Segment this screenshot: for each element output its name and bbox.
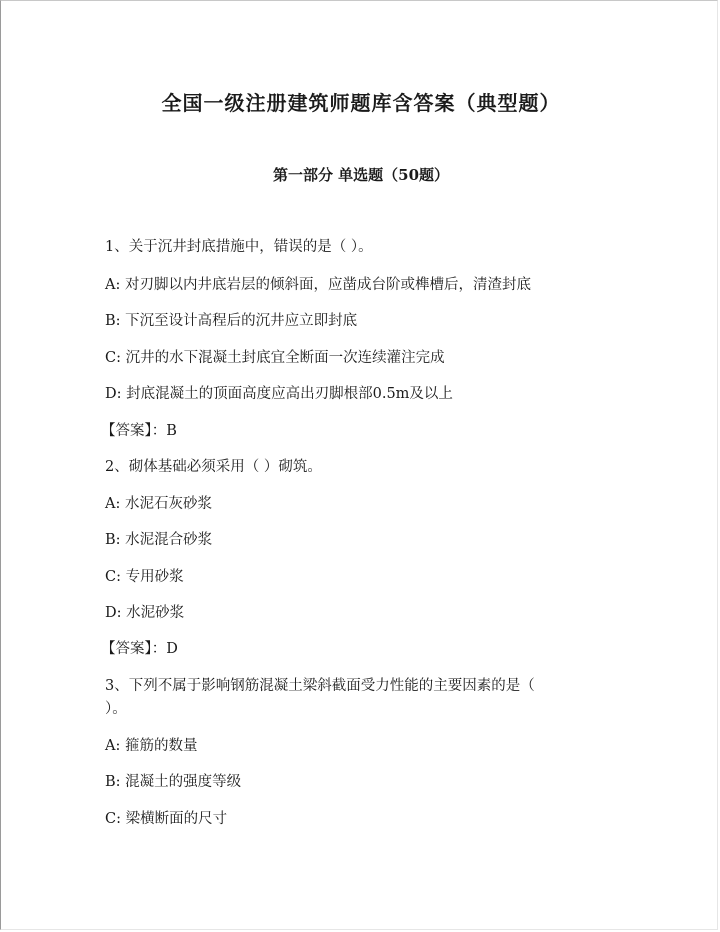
answer-label: 【答案】： xyxy=(101,641,167,657)
question-3-option-c: C: 梁横断面的尺寸 xyxy=(105,811,228,827)
question-2-option-a: A: 水泥石灰砂浆 xyxy=(105,496,212,512)
question-2-option-c: C: 专用砂浆 xyxy=(105,569,184,585)
question-1-option-b: B: 下沉至设计高程后的沉井应立即封底 xyxy=(105,313,358,329)
question-2-option-b: B: 水泥混合砂浆 xyxy=(105,532,213,548)
question-3-option-b: B: 混凝土的强度等级 xyxy=(105,774,242,790)
question-1-option-a: A: 对刃脚以内井底岩层的倾斜面，应凿成台阶或榫槽后，清渣封底 xyxy=(105,277,531,293)
answer-value: B xyxy=(166,423,177,439)
question-1-option-d: D: 封底混凝土的顶面高度应高出刃脚根部0.5m及以上 xyxy=(105,386,453,402)
question-2-option-d: D: 水泥砂浆 xyxy=(105,605,185,621)
section-heading: 第一部分 单选题（50题） xyxy=(272,166,450,184)
question-2-stem: 2、砌体基础必须采用（ ）砌筑。 xyxy=(105,459,322,475)
question-1-stem: 1、关于沉井封底措施中，错误的是（ ）。 xyxy=(105,239,373,255)
question-1-option-c: C: 沉井的水下混凝土封底宜全断面一次连续灌注完成 xyxy=(105,350,445,366)
question-3-option-a: A: 箍筋的数量 xyxy=(105,738,198,754)
answer-label: 【答案】： xyxy=(101,423,167,439)
question-3-stem-line-2: ）。 xyxy=(105,701,127,717)
answer-value: D xyxy=(166,641,178,657)
question-2-answer xyxy=(101,640,178,658)
question-3-stem-line-1: 3、下列不属于影响钢筋混凝土梁斜截面受力性能的主要因素的是（ xyxy=(105,678,535,694)
question-1-answer xyxy=(101,422,177,440)
document-title: 全国一级注册建筑师题库含答案（典型题） xyxy=(161,91,561,115)
